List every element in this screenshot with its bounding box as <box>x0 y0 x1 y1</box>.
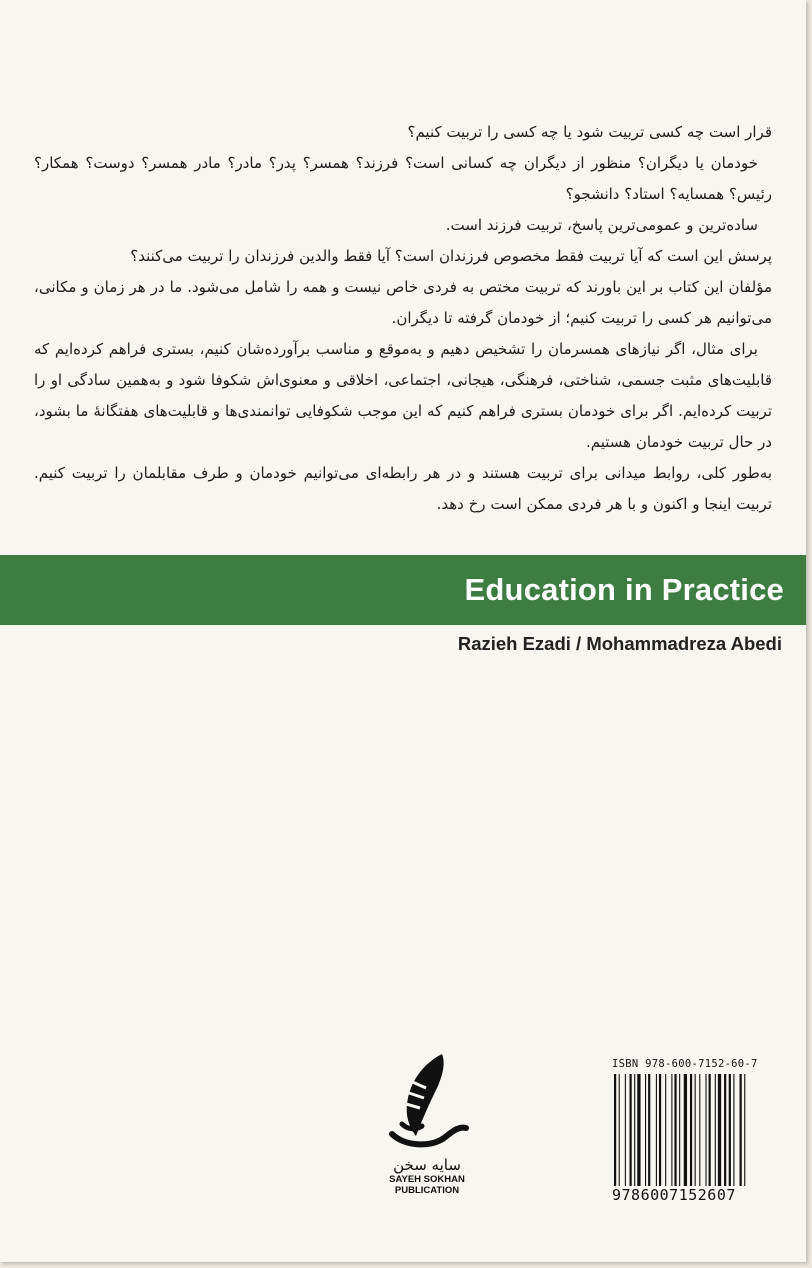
blurb-paragraph: قرار است چه کسی تربیت شود یا چه کسی را تربیت کنیم؟ <box>407 123 772 141</box>
blurb-paragraph: ساده‌ترین و عمومی‌ترین پاسخ، تربیت فرزند است. <box>445 216 758 234</box>
publisher-logo <box>372 1050 482 1210</box>
author-names: Razieh Ezadi / Mohammadreza Abedi <box>457 633 782 654</box>
feather-quill-icon <box>382 1050 472 1160</box>
blurb-paragraph: مؤلفان این کتاب بر این باورند که تربیت مختص به فردی خاص نیست و همه را شامل می‌شود. ما در هر زمان و مکانی، می‌توانیم هر کسی را تربیت کنیم؛ از خودمان گرفته تا دیگران. <box>34 278 772 327</box>
barcode-number: 9786007152607 <box>612 1186 790 1204</box>
isbn-barcode <box>612 1058 790 1208</box>
blurb-paragraph: پرسش این است که آیا تربیت فقط مخصوص فرزندان است؟ آیا فقط والدین فرزندان را تربیت می‌کنند؟ <box>130 247 772 265</box>
blurb-paragraph: خودمان یا دیگران؟ منظور از دیگران چه کسانی است؟ فرزند؟ همسر؟ پدر؟ مادر؟ مادر همسر؟ دوست؟ همکار؟ رئیس؟ همسایه؟ استاد؟ دانشجو؟ <box>34 154 772 203</box>
blurb-paragraph: برای مثال، اگر نیازهای همسرمان را تشخیص دهیم و به‌موقع و مناسب برآورده‌شان کنیم، بستری فراهم کرده‌ایم که قابلیت‌های مثبت جسمی، شناختی، فرهنگی، هیجانی، اجتماعی، اخلاقی و معنوی‌اش شکوفا شود و به‌همین سادگی او را تربیت کرده‌ایم. اگر برای خودمان بستری فراهم کنیم که این موجب شکوفایی توانمندی‌ها و قابلیت‌های هفتگانهٔ ما بشود، در حال تربیت خودمان هستیم. <box>34 340 772 451</box>
blurb-paragraph: به‌طور کلی، روابط میدانی برای تربیت هستند و در هر رابطه‌ای می‌توانیم خودمان و طرف مقابلمان را تربیت کنیم. تربیت اینجا و اکنون و با هر فردی ممکن است رخ دهد. <box>34 464 772 513</box>
title-band <box>0 555 806 625</box>
publisher-name-en: SAYEH SOKHAN <box>389 1174 465 1185</box>
blurb-text <box>34 117 772 520</box>
barcode-bars <box>612 1074 790 1190</box>
publisher-name-en-line2: PUBLICATION <box>394 1185 460 1196</box>
english-title: Education in Practice <box>464 572 784 607</box>
publisher-name-fa: سایه سخن <box>393 1156 461 1174</box>
isbn-label: ISBN 978-600-7152-60-7 <box>612 1058 758 1070</box>
